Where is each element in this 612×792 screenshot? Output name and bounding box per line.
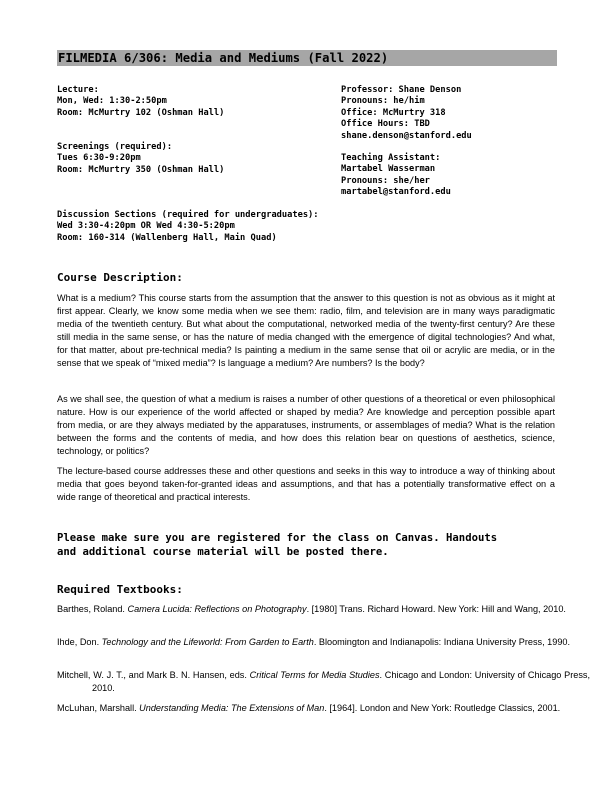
discussion-room: Room: 160-314 (Wallenberg Hall, Main Quad) [57,232,277,243]
textbook-author: Ihde, Don. [57,637,102,647]
screenings-room: Room: McMurtry 350 (Oshman Hall) [57,164,225,175]
lecture-info [57,85,224,119]
textbook-entry [57,702,590,715]
textbook-publication: . Bloomington and Indianapolis: Indiana University Press, 1990. [313,637,571,647]
ta-pronouns: Pronouns: she/her [341,175,430,186]
description-paragraph-1: What is a medium? This course starts from the assumption that the answer to this question is not as obvious as it might at first appear. Clearly, we know some media when we see them: radio, film, and television are in many ways paradigmatic media of the twentieth century. But what about the computational, networked media of the twenty-first century? Are these still media in the same sense, or has the nature of media changed with the emergence of digital technologies? And what, for that matter, about pre-technical media? Is painting a medium in the same sense that oil or acrylic are media, or in the sense that we speak of “mixed media”? Is language a medium? Are numbers? Is the body? [57,293,555,369]
lecture-label: Lecture: [57,85,99,95]
discussion-info [57,210,319,244]
canvas-notice-line-1: Please make sure you are registered for the class on Canvas. Handouts [57,532,498,544]
lecture-days: Mon, Wed: 1:30-2:50pm [57,96,167,107]
canvas-notice-line-2: and additional course material will be posted there. [57,546,389,558]
screenings-time: Tues 6:30-9:20pm [57,153,141,164]
ta-email[interactable]: martabel@stanford.edu [341,187,451,198]
textbook-title: Camera Lucida: Reflections on Photography [127,604,307,614]
professor-info [341,85,472,142]
textbook-title: Technology and the Lifeworld: From Garden to Earth [101,637,314,647]
description-paragraph-2: As we shall see, the question of what a medium is raises a number of other questions of a theoretical or even philosophical nature. How is our experience of the world affected or shaped by media? Are knowledge and perception possible apart from media, or are they always mediated by the apparatuses, instruments, or assemblages of media? What is the relation between the forms and the contents of media, and how does this relation bear on questions of aesthetics, science, technology, or politics? [57,394,555,457]
professor-name: Professor: Shane Denson [341,85,462,95]
lecture-room: Room: McMurtry 102 (Oshman Hall) [57,107,225,118]
textbook-title: Critical Terms for Media Studies [249,670,380,680]
screenings-label: Screenings (required): [57,142,173,152]
textbooks-heading: Required Textbooks: [57,583,183,596]
discussion-label: Discussion Sections (required for undergraduates): [57,210,319,220]
textbook-entry [57,636,590,649]
textbook-publication: . [1964]. London and New York: Routledge Classics, 2001. [324,703,561,713]
ta-info [341,153,451,199]
textbook-title: Understanding Media: The Extensions of Man [139,703,325,713]
professor-email[interactable]: shane.denson@stanford.edu [341,130,472,141]
textbook-author: McLuhan, Marshall. [57,703,140,713]
professor-pronouns: Pronouns: he/him [341,96,425,107]
canvas-notice [57,531,557,559]
discussion-times: Wed 3:30-4:20pm OR Wed 4:30-5:20pm [57,221,235,232]
ta-label: Teaching Assistant: [341,153,441,163]
course-title: FILMEDIA 6/306: Media and Mediums (Fall 2022) [57,50,557,66]
textbook-publication: . [1980] Trans. Richard Howard. New York: Hill and Wang, 2010. [306,604,566,614]
textbook-publication: . Chicago and London: University of Chicago Press, 2010. [92,670,590,694]
professor-office-hours: Office Hours: TBD [341,119,430,130]
course-description-heading: Course Description: [57,271,183,284]
textbook-entry [57,603,590,616]
screenings-info [57,142,224,176]
description-paragraph-3: The lecture-based course addresses these and other questions and seeks in this way to introduce a way of thinking about media that goes beyond taken-for-granted ideas and assumptions, and that has a potentially transformative effect on a wide range of theoretical and practical interests. [57,466,555,503]
textbook-author: Barthes, Roland. [57,604,128,614]
ta-name: Martabel Wasserman [341,164,436,175]
professor-office: Office: McMurtry 318 [341,107,446,118]
textbook-entry [57,669,590,695]
textbook-author: Mitchell, W. J. T., and Mark B. N. Hansen, eds. [57,670,250,680]
